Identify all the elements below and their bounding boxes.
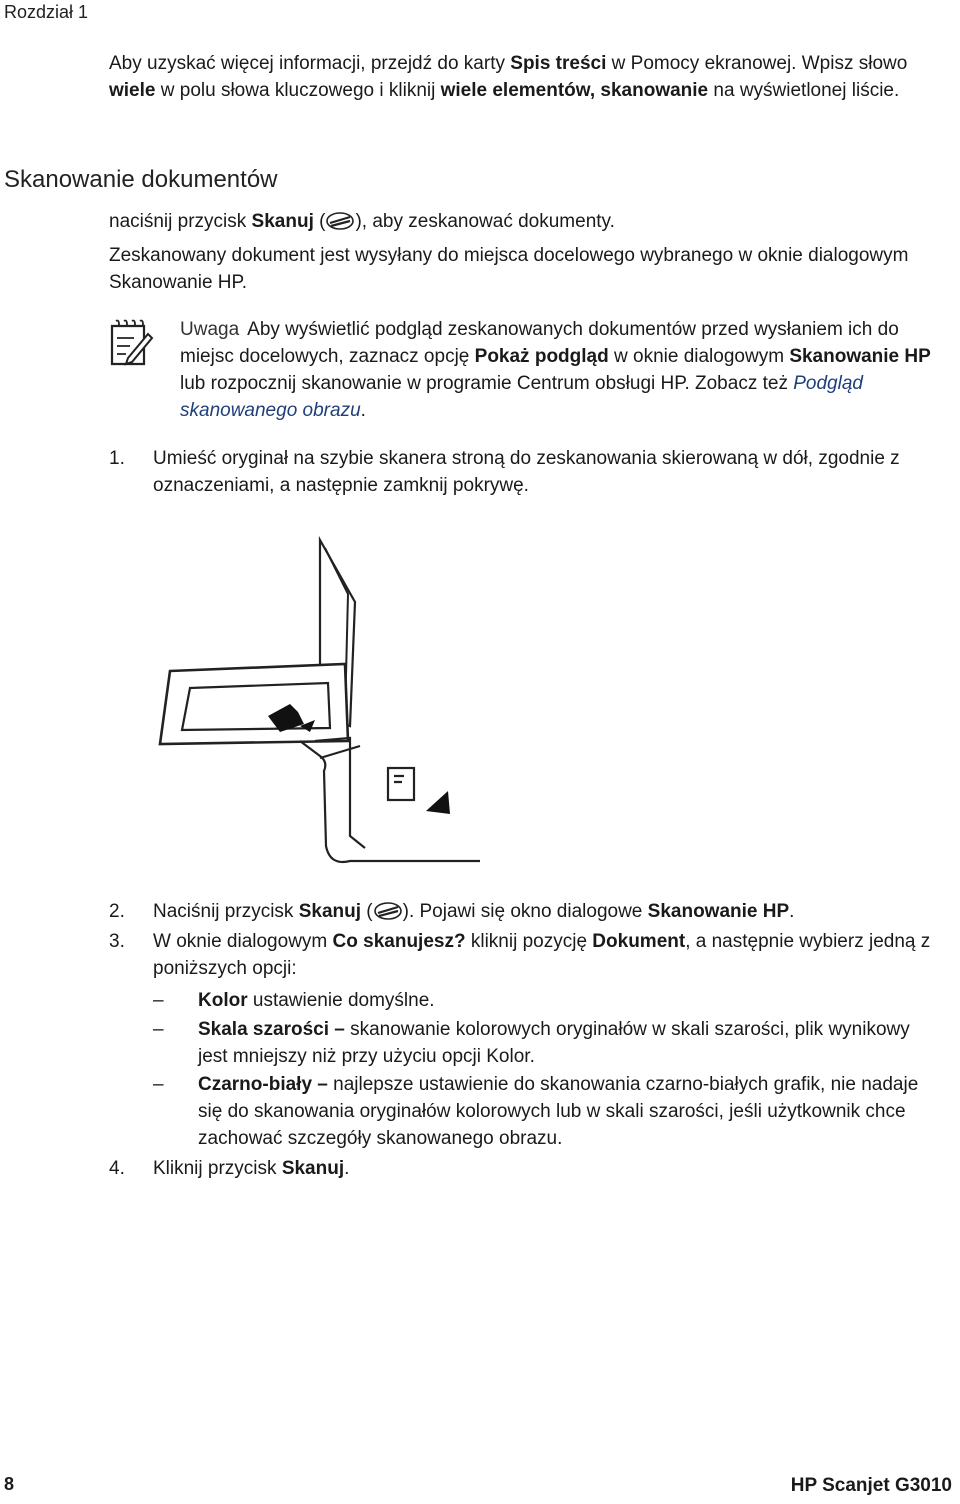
section-title: Skanowanie dokumentów	[4, 166, 278, 193]
note-label: Uwaga	[180, 319, 240, 340]
preview-link[interactable]: Podgląd skanowanego obrazu	[180, 373, 863, 421]
note-icon	[108, 318, 154, 368]
scan-instruction: naciśnij przycisk Skanuj ( ), aby zeskanować dokumenty.	[109, 211, 615, 232]
scan-button-icon	[325, 211, 355, 231]
index-entry-term: wiele elementów, skanowanie	[440, 80, 709, 101]
scan-destination-text: Zeskanowany dokument jest wysyłany do miejsca docelowego wybranego w oknie dialogowym Skanowanie HP.	[109, 245, 909, 293]
scan-button-icon	[373, 901, 403, 921]
product-name: HP Scanjet G3010	[790, 1475, 952, 1496]
page-number: 8	[4, 1474, 15, 1494]
note-text: Uwaga Aby wyświetlić podgląd zeskanowanych dokumentów przed wysłaniem ich do miejsc docelowych, zaznacz opcję Pokaż podgląd w oknie dialogowym Skanowanie HP lub rozpocznij skanowanie w programie Centrum obsługi HP. Zobacz też Podgląd skanowanego obrazu.	[180, 319, 931, 421]
scanner-illustration	[150, 536, 480, 881]
keyword-term: wiele	[109, 80, 156, 101]
contents-tab-term: Spis treści	[510, 53, 607, 74]
chapter-header: Rozdział 1	[4, 2, 89, 22]
intro-paragraph: Aby uzyskać więcej informacji, przejdź do karty Spis treści w Pomocy ekranowej. Wpisz słowo wiele w polu słowa kluczowego i kliknij wiele elementów, skanowanie na wyświetlonej liście.	[109, 53, 908, 101]
